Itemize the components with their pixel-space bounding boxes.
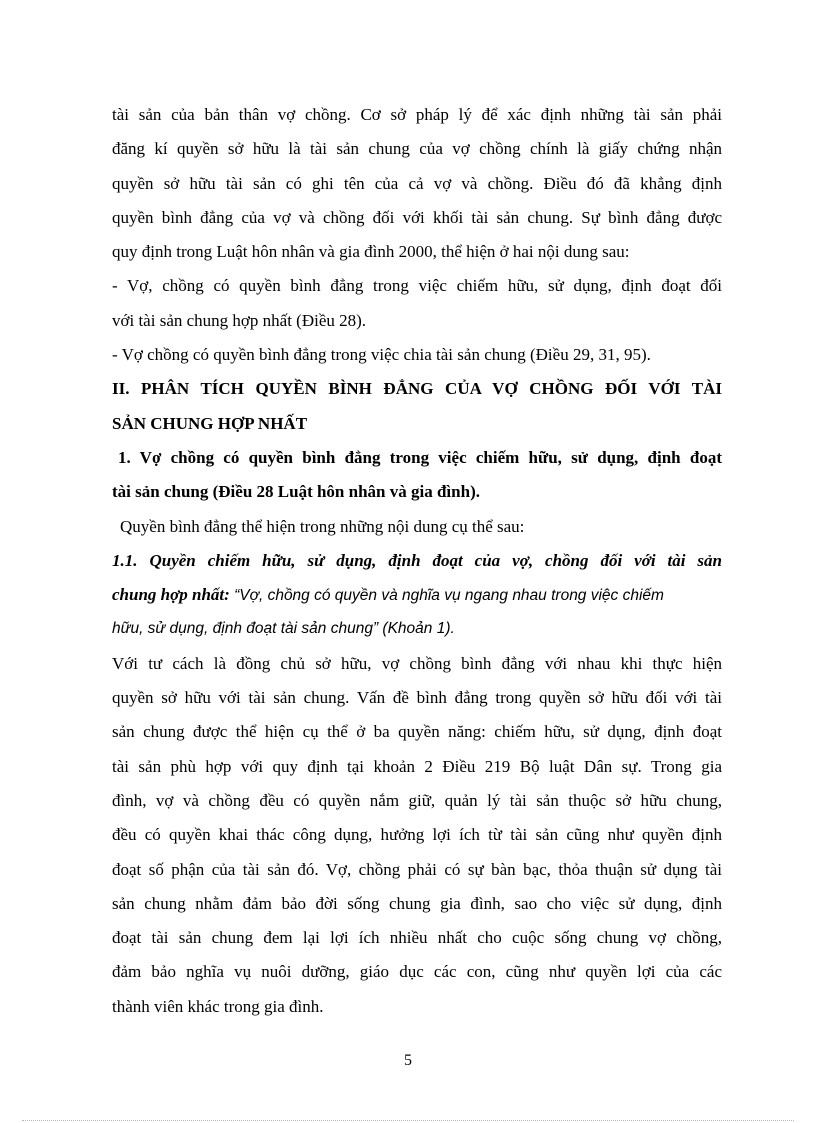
paragraph-line: đăng kí quyền sở hữu là tài sản chung của vợ chồng chính là giấy chứng nhận: [112, 139, 722, 159]
paragraph-line: quyền sở hữu với tài sản chung. Vấn đề bình đẳng trong quyền sở hữu đối với tài: [112, 688, 722, 708]
paragraph-line: đều có quyền khai thác công dụng, hưởng lợi ích từ tài sản cũng như quyền định: [112, 825, 722, 845]
paragraph-line: Quyền bình đẳng thể hiện trong những nội dung cụ thể sau:: [120, 516, 525, 536]
paragraph-line: Với tư cách là đồng chủ sở hữu, vợ chồng bình đẳng với nhau khi thực hiện: [112, 653, 722, 673]
paragraph-line: quy định trong Luật hôn nhân và gia đình 2000, thể hiện ở hai nội dung sau:: [112, 242, 630, 262]
document-body: [112, 98, 722, 1024]
paragraph-line: đảm bảo nghĩa vụ nuôi dưỡng, giáo dục các con, cũng như quyền lợi của các: [112, 962, 722, 982]
quote-line: [112, 578, 722, 612]
page-bottom-border: [22, 1120, 794, 1121]
paragraph-line: đoạt số phận của tài sản đó. Vợ, chồng phải có sự bàn bạc, thỏa thuận sử dụng tài: [112, 859, 722, 879]
paragraph-line: sản chung được thể hiện cụ thể ở ba quyền năng: chiếm hữu, sử dụng, định đoạt: [112, 722, 722, 742]
list-item-line: - Vợ chồng có quyền bình đẳng trong việc chia tài sản chung (Điều 29, 31, 95).: [112, 345, 651, 365]
paragraph-line: sản chung nhằm đảm bảo đời sống chung gia đình, sao cho việc sử dụng, định: [112, 893, 722, 913]
subsection-heading: tài sản chung (Điều 28 Luật hôn nhân và gia đình).: [112, 482, 480, 502]
legal-quote: hữu, sử dụng, định đoạt tài sản chung” (Khoản 1).: [112, 620, 455, 638]
subsubsection-heading: chung hợp nhất:: [112, 585, 230, 605]
legal-quote: “Vợ, chồng có quyền và nghĩa vụ ngang nhau trong việc chiếm: [229, 587, 664, 605]
paragraph-line: quyền sở hữu tài sản có ghi tên của cả vợ và chồng. Điều đó đã khẳng định: [112, 173, 722, 193]
list-item-line: - Vợ, chồng có quyền bình đẳng trong việc chiếm hữu, sử dụng, định đoạt đối: [112, 276, 722, 296]
subsection-heading: 1. Vợ chồng có quyền bình đẳng trong việc chiếm hữu, sử dụng, định đoạt: [118, 447, 722, 467]
section-heading: II. PHÂN TÍCH QUYỀN BÌNH ĐẲNG CỦA VỢ CHỒNG ĐỐI VỚI TÀI: [112, 379, 722, 399]
list-item-line: với tài sản chung hợp nhất (Điều 28).: [112, 310, 367, 330]
paragraph-line: quyền bình đẳng của vợ và chồng đối với khối tài sản chung. Sự bình đẳng được: [112, 207, 722, 227]
subsubsection-heading: 1.1. Quyền chiếm hữu, sử dụng, định đoạt của vợ, chồng đối với tài sản: [112, 550, 722, 570]
paragraph-line: thành viên khác trong gia đình.: [112, 996, 324, 1016]
paragraph-line: đình, vợ và chồng đều có quyền nắm giữ, quản lý tài sản thuộc sở hữu chung,: [112, 790, 722, 810]
section-heading: SẢN CHUNG HỢP NHẤT: [112, 413, 308, 433]
paragraph-line: tài sản phù hợp với quy định tại khoản 2 Điều 219 Bộ luật Dân sự. Trong gia: [112, 756, 722, 776]
paragraph-line: đoạt tài sản chung đem lại lợi ích nhiều nhất cho cuộc sống chung vợ chồng,: [112, 928, 722, 948]
page-number: 5: [404, 1052, 412, 1069]
paragraph-line: tài sản của bản thân vợ chồng. Cơ sở pháp lý để xác định những tài sản phải: [112, 105, 722, 124]
